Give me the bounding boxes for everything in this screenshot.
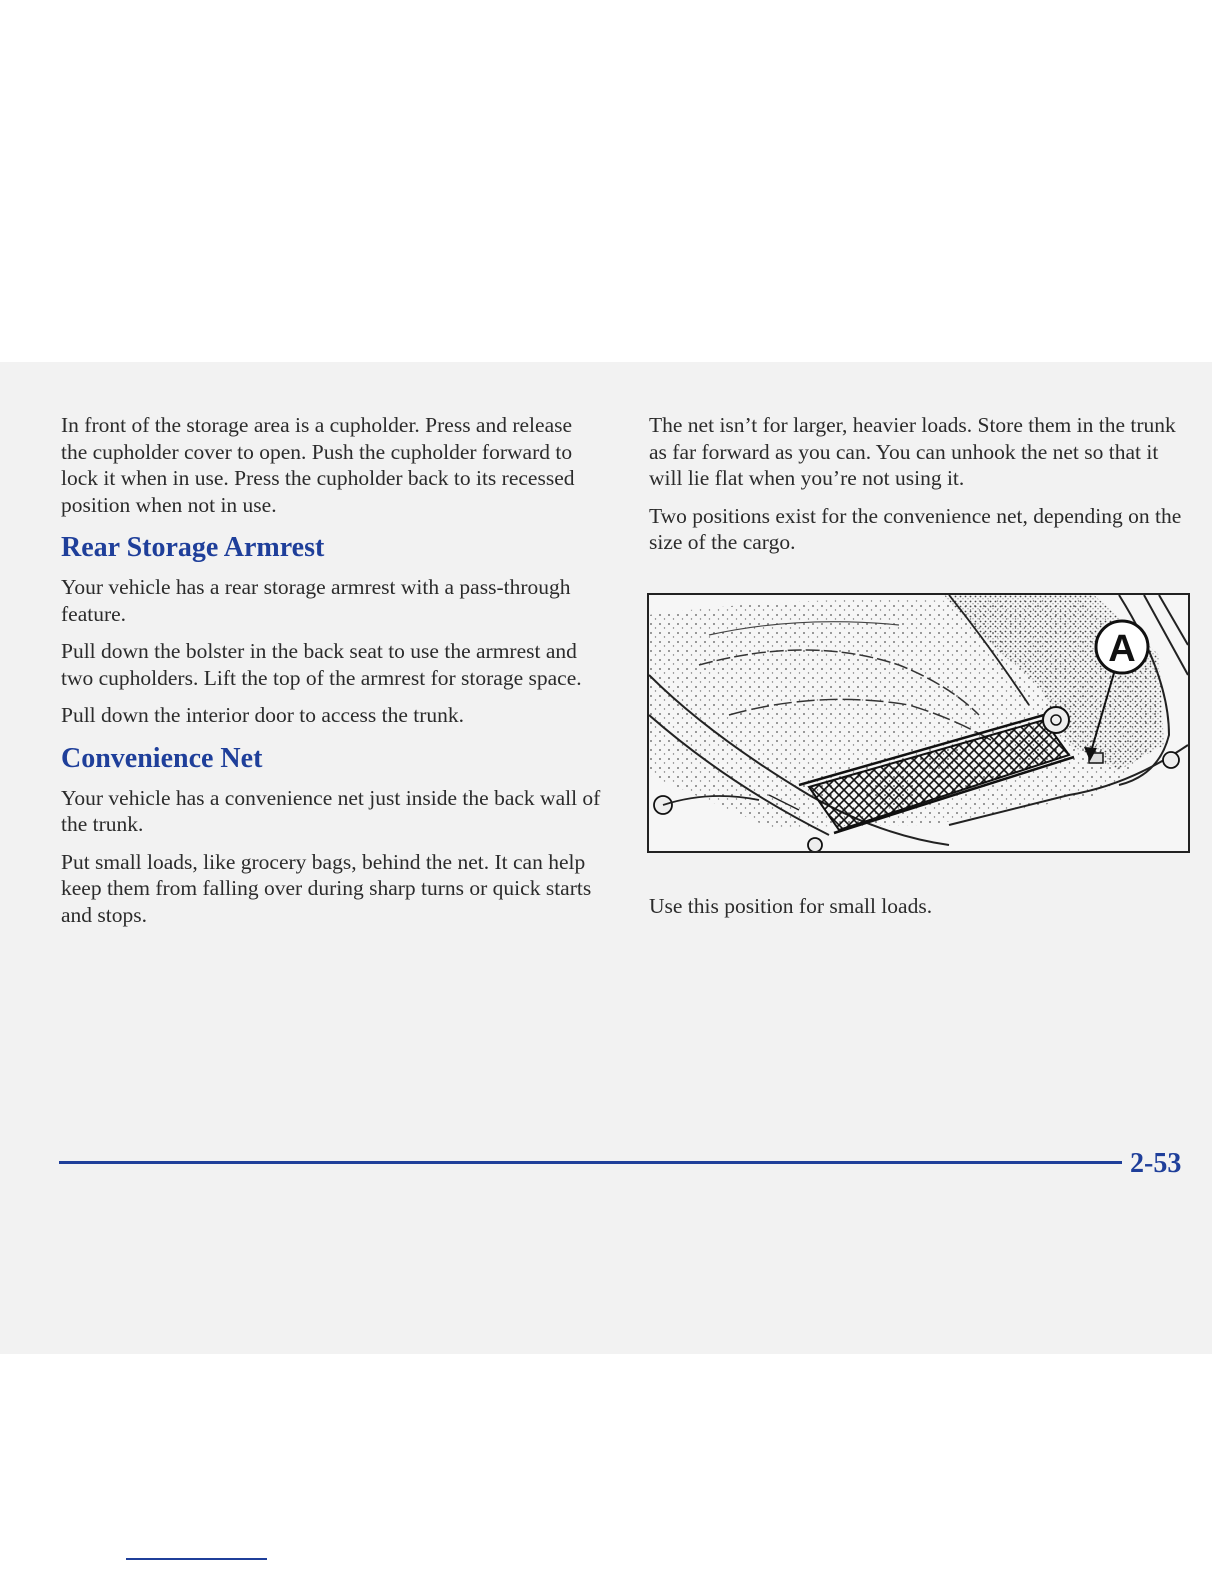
callout-label: A (1108, 628, 1136, 670)
convenience-net-heading: Convenience Net (61, 742, 263, 774)
trunk-net-drawing (649, 595, 1188, 851)
right-column (649, 412, 1194, 567)
footer-divider (59, 1161, 1122, 1164)
net-anchor-hook (1043, 707, 1069, 733)
trunk-net-illustration (647, 593, 1190, 853)
net-paragraph-2: Put small loads, like grocery bags, behind the net. It can help keep them from falling over during sharp turns or quick starts and stops. (61, 849, 592, 927)
armrest-paragraph-1: Your vehicle has a rear storage armrest with a pass-through feature. (61, 575, 571, 626)
armrest-paragraph-2: Pull down the bolster in the back seat to use the armrest and two cupholders. Lift the top of the armrest for storage space. (61, 639, 582, 690)
net-positions-paragraph: Two positions exist for the convenience net, depending on the size of the cargo. (649, 503, 1182, 554)
left-column (61, 412, 601, 939)
armrest-paragraph-3: Pull down the interior door to access the trunk. (61, 703, 465, 727)
net-paragraph-1: Your vehicle has a convenience net just inside the back wall of the trunk. (61, 785, 601, 836)
page-number: 2-53 (1130, 1148, 1182, 1179)
intro-paragraph: In front of the storage area is a cupholder. Press and release the cupholder cover to open. Push the cupholder forward to lock it when in use. Press the cupholder back to its recessed position when not in use. (61, 413, 575, 517)
figure-caption: Use this position for small loads. (649, 894, 933, 918)
rear-storage-armrest-heading: Rear Storage Armrest (61, 532, 325, 563)
net-load-paragraph: The net isn’t for larger, heavier loads. Store them in the trunk as far forward as you can. You can unhook the net so that it will lie flat when you’re not using it. (649, 413, 1176, 490)
bottom-link-underline (126, 1558, 267, 1560)
